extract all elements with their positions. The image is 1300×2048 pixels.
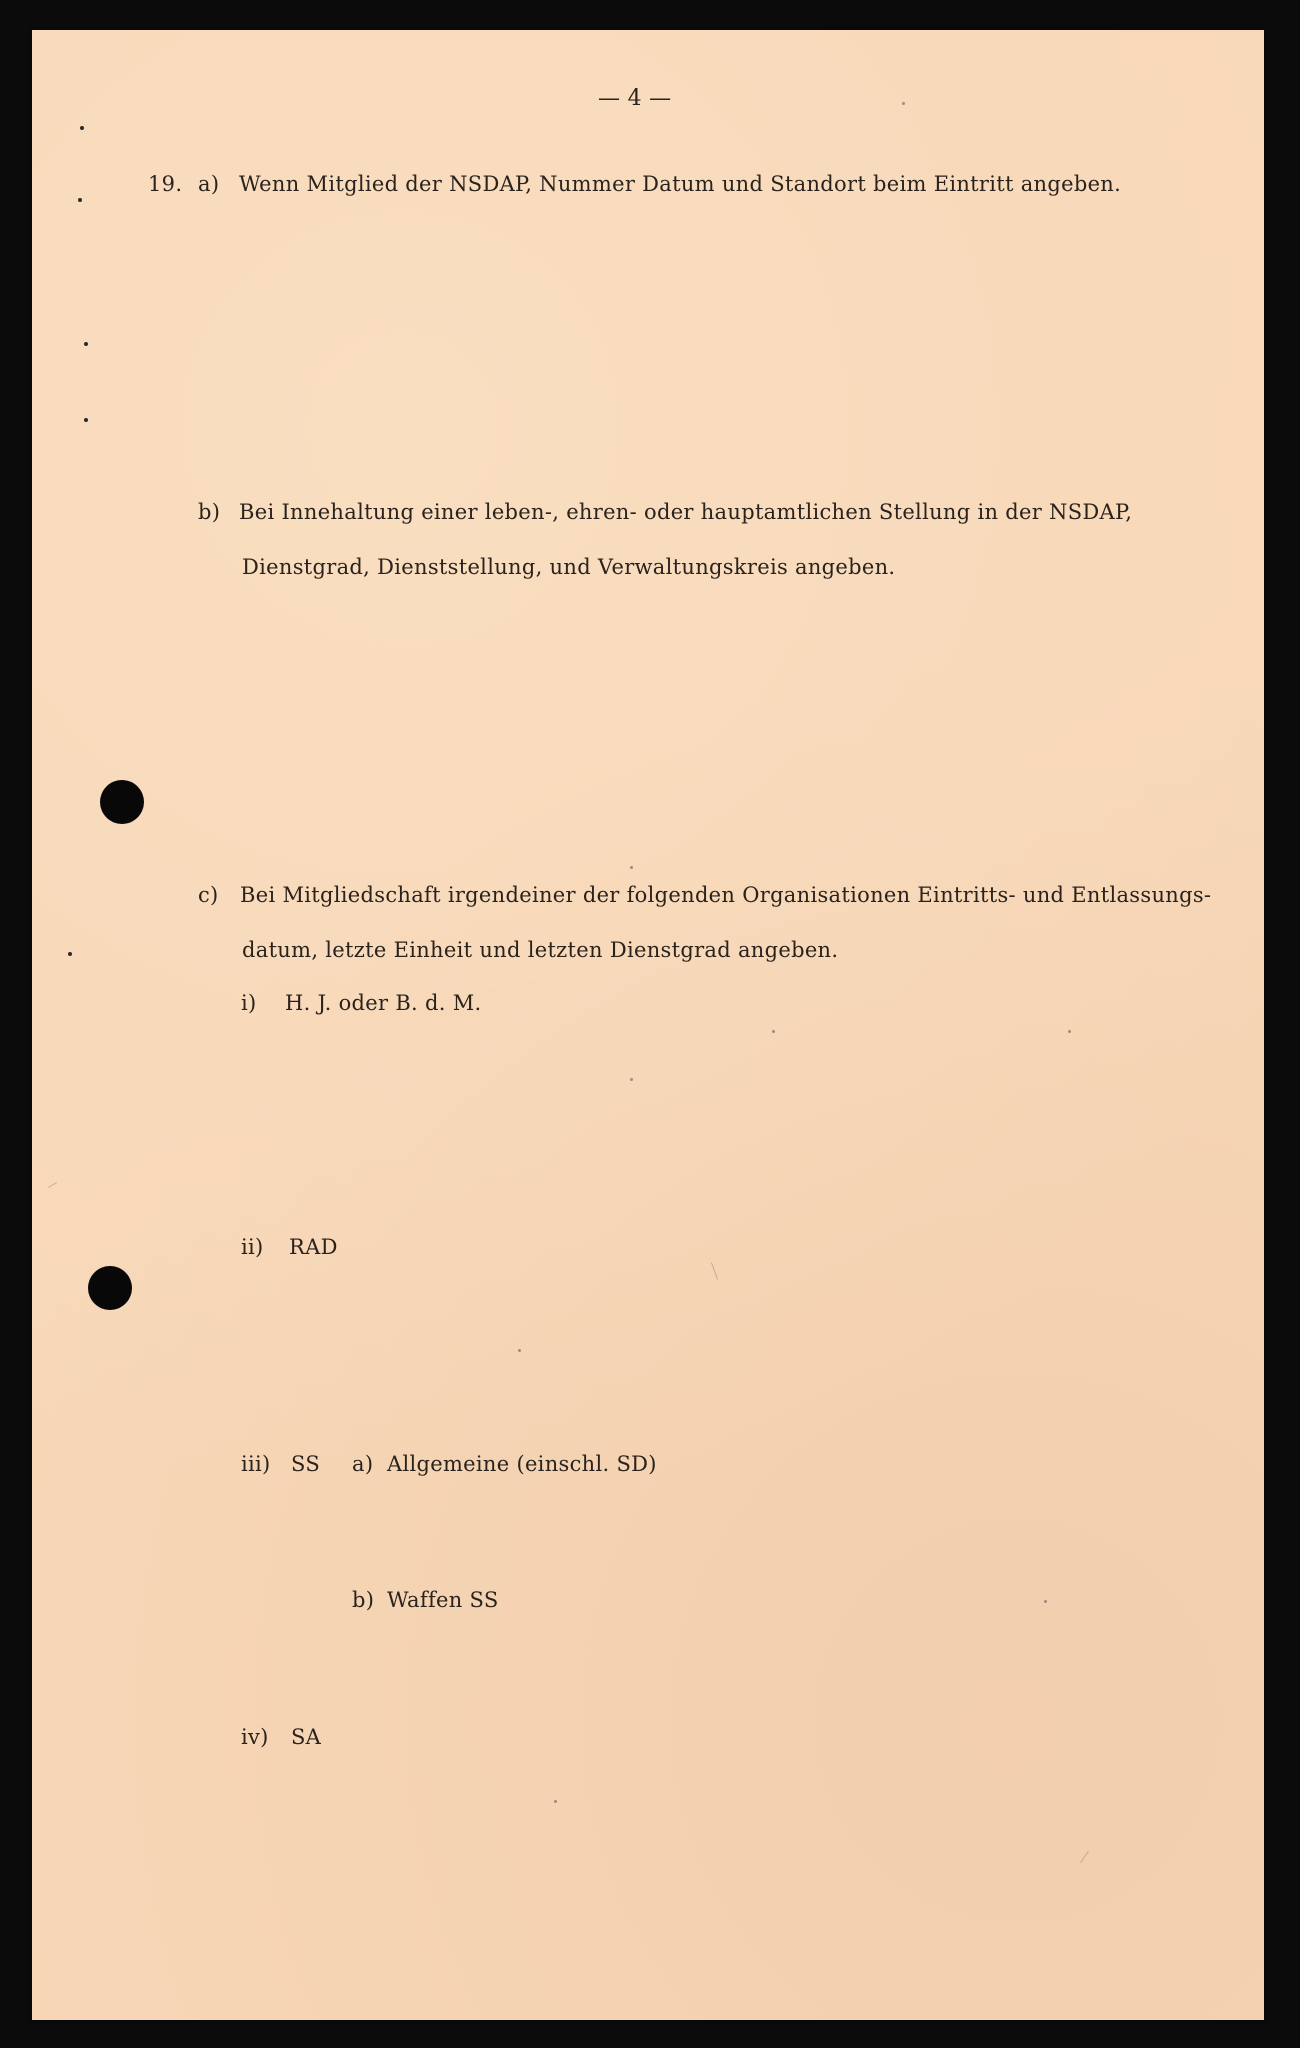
margin-speck [78, 198, 82, 202]
margin-speck [84, 342, 88, 346]
question-c-label: c) [198, 883, 219, 907]
margin-speck [84, 418, 88, 422]
item-iii-sub-a-label: a) [352, 1452, 374, 1476]
document-page [32, 30, 1264, 2020]
item-iii-sub-b-text: Waffen SS [387, 1588, 499, 1612]
question-number: 19. [148, 172, 183, 196]
question-b-line1: Bei Innehaltung einer leben-, ehren- oder hauptamtlichen Stellung in der NSDAP, [239, 500, 1133, 524]
margin-speck [80, 126, 84, 130]
paper-speck [554, 1800, 557, 1803]
item-iv-text: SA [291, 1725, 322, 1749]
paper-fiber [711, 1262, 718, 1279]
question-a-text: Wenn Mitglied der NSDAP, Nummer Datum und Standort beim Eintritt angeben. [239, 172, 1122, 196]
item-i-text: H. J. oder B. d. M. [285, 991, 482, 1015]
item-iv-label: iv) [241, 1725, 269, 1749]
paper-speck [1068, 1030, 1071, 1033]
question-b-line2: Dienstgrad, Dienststellung, und Verwaltungskreis angeben. [242, 555, 896, 579]
paper-fiber [1080, 1851, 1089, 1863]
question-a-label: a) [198, 172, 220, 196]
item-iii-label: iii) [241, 1452, 271, 1476]
page-number: — 4 — [598, 86, 672, 111]
punch-hole-upper [100, 780, 144, 824]
question-c-line1: Bei Mitgliedschaft irgendeiner der folgenden Organisationen Eintritts- und Entlassungs- [240, 883, 1212, 907]
item-iii-sub-b-label: b) [352, 1588, 375, 1612]
item-iii-text: SS [291, 1452, 321, 1476]
item-iii-sub-a-text: Allgemeine (einschl. SD) [387, 1452, 657, 1476]
paper-speck [1044, 1600, 1047, 1603]
paper-speck [630, 1078, 633, 1081]
item-ii-label: ii) [241, 1235, 264, 1259]
item-i-label: i) [241, 991, 257, 1015]
question-b-label: b) [198, 500, 221, 524]
question-c-line2: datum, letzte Einheit und letzten Dienstgrad angeben. [242, 938, 839, 962]
paper-speck [902, 102, 905, 105]
item-ii-text: RAD [289, 1235, 338, 1259]
paper-speck [772, 1030, 775, 1033]
paper-speck [630, 866, 633, 869]
paper-fiber [48, 1182, 57, 1188]
paper-speck [518, 1349, 521, 1352]
margin-speck [68, 952, 72, 956]
punch-hole-lower [88, 1266, 132, 1310]
